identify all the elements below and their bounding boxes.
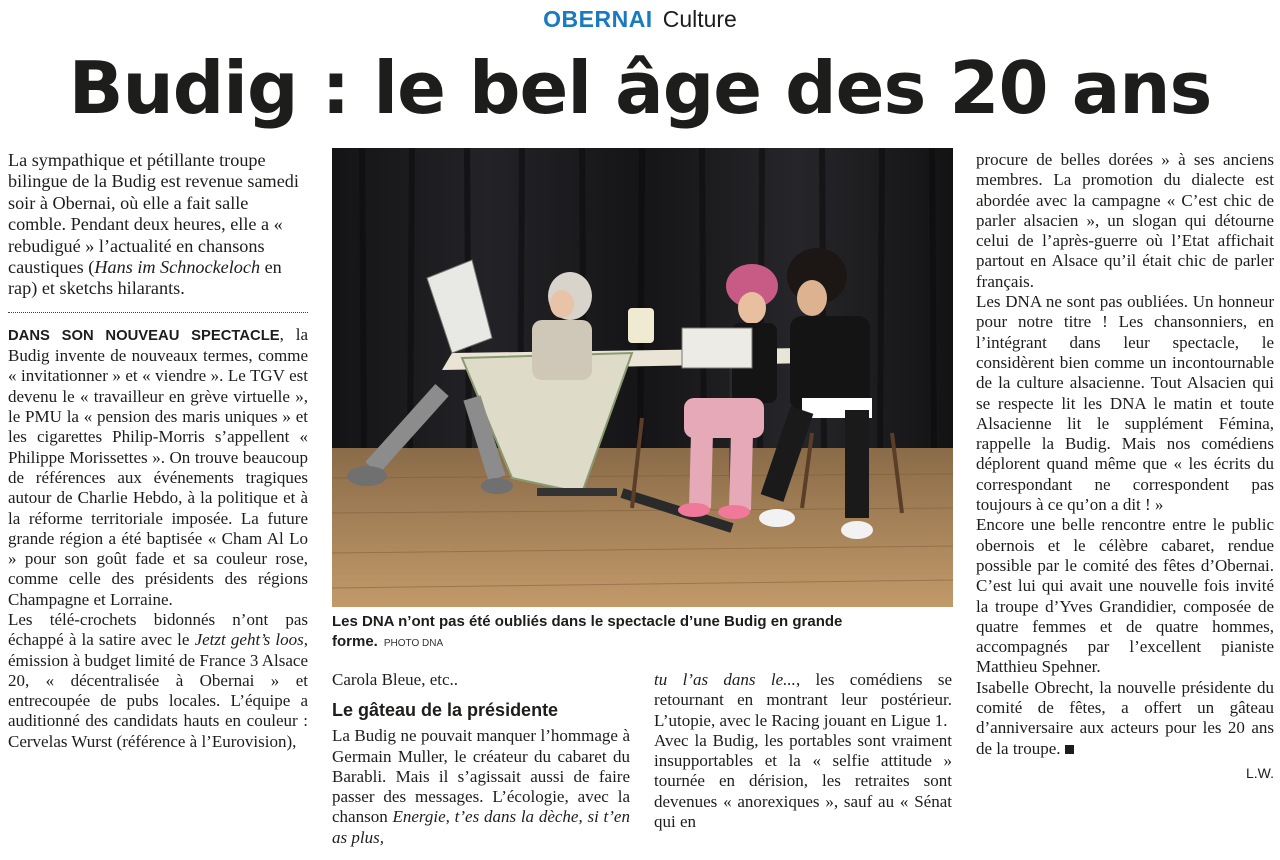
- section-kicker: [0, 4, 1280, 34]
- text-column-mid-2: [654, 670, 952, 832]
- article-chapo: La sympathique et pétillante troupe bilingue de la Budig est revenue samedi soir à Obernai, où elle a fait salle comble. Pendant deux heures, elle a « rebudigué » l’actualité en chansons caustiques (Hans im Schnockeloch en rap) et sketchs hilarants.: [8, 150, 299, 299]
- paragraph-5: Les DNA ne sont pas oubliées. Un honneur pour notre titre ! Les chansonniers, en l’intégrant dans leur spectacle, le considèrent bien comme un incontournable de la culture alsacienne. Tout Alsacien qui se respecte lit les DNA le matin et toute Alsacienne lit le supplément Fémina, rappelle la Budig. Mais nos comédiens déplorent quand même que « les écrits du correspondant ne correspondent pas toujours à ce qu’on a dit ! »: [976, 292, 1274, 515]
- paragraph-2-end: Carola Bleue, etc..: [332, 670, 459, 689]
- paragraph-1-text: , la Budig invente de nouveaux termes, comme « invitationner » et « viendre ». Le TGV est devenu le « travailleur en grève virtuelle », le PMU la « pension des maris uniques » et les cigarettes Philip-Morris s’appellent « Philippe Morissettes ». On trouve beaucoup de références aux événements tragiques autour de Charlie Hebdo, à la politique et à la réforme territoriale imposée. La future grande région a été baptisée « Cham Al Lo » pour son goût fade et sa couleur rose, comme celle des présidents des régions Champagne et Lorraine.: [8, 324, 308, 609]
- article-headline: Budig : le bel âge des 20 ans: [68, 46, 1212, 130]
- paragraph-1: [8, 325, 308, 610]
- paragraph-lead-in: DANS SON NOUVEAU SPECTACLE: [8, 327, 280, 344]
- subhead: Le gâteau de la présidente: [332, 700, 559, 721]
- paragraph-4-start: Avec la Budig, les portables sont vraiment insupportables et la « selfie attitude » tournée en dérision, les retraites sont devenues « anorexiques », sauf au « Sénat qui en: [654, 730, 952, 832]
- paragraph-3-start: La Budig ne pouvait manquer l’hommage à Germain Muller, le créateur du cabaret du Barabli. Mais il s’agissait aussi de faire passer des messages. L’écologie, avec la chanson Energie, t’es dans la dèche, si t’en as plus,: [332, 726, 630, 847]
- text-column-right: [976, 150, 1274, 783]
- paragraph-7-text: Isabelle Obrecht, la nouvelle présidente du comité de fêtes, a offert un gâteau d’anniversaire aux acteurs pour les 20 ans de la troupe.: [976, 677, 1274, 758]
- end-of-article-mark: [1065, 745, 1074, 754]
- paragraph-3-end: tu l’as dans le..., les comédiens se retournant en montrant leur postérieur. L’utopie, avec le Racing jouant en Ligue 1.: [654, 670, 953, 730]
- text-column-mid-1: [332, 670, 630, 848]
- author-signature: L.W.: [1245, 764, 1274, 781]
- text-column-left: [8, 150, 308, 752]
- photo-credit: PHOTO DNA: [383, 638, 444, 649]
- paragraph-4-end: procure de belles dorées » à ses anciens membres. La promotion du dialecte est abordée avec la campagne « C’est chic de parler alsacien », un slogan qui détourne celui de l’après-guerre où l’Etat affichait partout en Alsace qu’il était chic de parler français.: [976, 150, 1274, 291]
- paragraph-6: Encore une belle rencontre entre le public obernois et le célèbre cabaret, rendue possible par le comité des fêtes d’Obernai. C’est lui qui avait une nouvelle fois invité la troupe d’Yves Grandidier, composée de quatre femmes et de quatre hommes, accompagnés par l’excellent pianiste Matthieu Spehner.: [976, 515, 1274, 677]
- paragraph-2: Les télé-crochets bidonnés n’ont pas échappé à la satire avec le Jetzt geht’s loos, émission à budget limité de France 3 Alsace 20, « décentralisée à Obernai » et entrecoupée de pubs locales. L’équipe a auditionné des candidats hauts en couleur : Cervelas Wurst (référence à l’Eurovision),: [8, 610, 308, 751]
- paragraph-7: [976, 678, 1274, 759]
- article-photo: [332, 148, 953, 607]
- kicker-town: OBERNAI: [543, 6, 653, 32]
- kicker-section: Culture: [662, 6, 737, 32]
- photo-caption: [332, 612, 932, 654]
- caption-text: Les DNA n’ont pas été oubliés dans le spectacle d’une Budig en grande forme.: [332, 613, 843, 650]
- chapo-divider: [8, 312, 308, 313]
